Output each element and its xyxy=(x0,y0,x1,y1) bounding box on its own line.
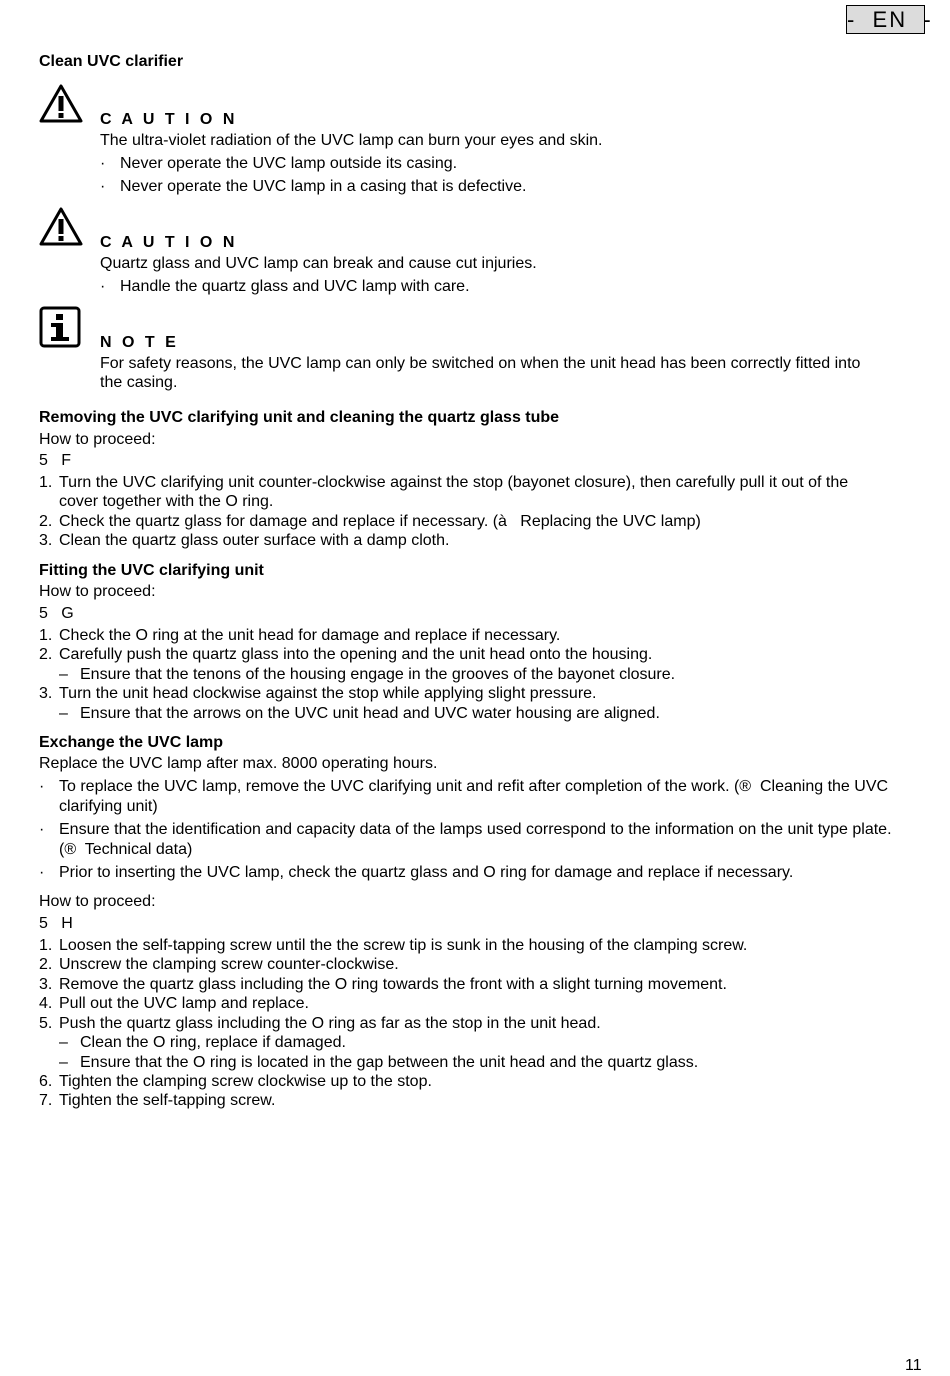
bullet-text: (® Technical data) xyxy=(59,841,193,858)
step-number: 3. xyxy=(39,976,53,993)
sub-step-text: Ensure that the O ring is located in the gap between the unit head and the quartz glass. xyxy=(80,1054,699,1071)
step-text: cover together with the O ring. xyxy=(59,493,274,510)
sub-step-marker: – xyxy=(59,705,68,722)
page-title: Clean UVC clarifier xyxy=(39,53,184,70)
step-number: 1. xyxy=(39,474,53,491)
step-number: 6. xyxy=(39,1073,53,1090)
caution-text: The ultra-violet radiation of the UVC lamp can burn your eyes and skin. xyxy=(100,132,603,149)
how-to-proceed: How to proceed: xyxy=(39,431,156,448)
bullet-marker: · xyxy=(39,778,45,795)
step-text: Carefully push the quartz glass into the opening and the unit head onto the housing. xyxy=(59,646,653,663)
figure-reference: 5 F xyxy=(39,452,72,469)
caution-bullet: Never operate the UVC lamp outside its casing. xyxy=(120,155,458,172)
language-badge: - EN - xyxy=(847,7,933,32)
sub-step-marker: – xyxy=(59,1054,68,1071)
bullet-text: Prior to inserting the UVC lamp, check the quartz glass and O ring for damage and replace if necessary. xyxy=(59,864,794,881)
bullet-marker: · xyxy=(100,278,106,295)
step-text: Clean the quartz glass outer surface with a damp cloth. xyxy=(59,532,450,549)
step-text: Unscrew the clamping screw counter-clockwise. xyxy=(59,956,399,973)
bullet-text: To replace the UVC lamp, remove the UVC clarifying unit and refit after completion of the work. (® Cleaning the UVC xyxy=(59,778,889,795)
section-heading: Exchange the UVC lamp xyxy=(39,734,224,751)
step-number: 2. xyxy=(39,646,53,663)
caution-label: C A U T I O N xyxy=(100,111,238,128)
caution-bullet: Never operate the UVC lamp in a casing that is defective. xyxy=(120,178,527,195)
step-text: Loosen the self-tapping screw until the the screw tip is sunk in the housing of the clamping screw. xyxy=(59,937,748,954)
bullet-marker: · xyxy=(39,821,45,838)
step-text: Check the O ring at the unit head for damage and replace if necessary. xyxy=(59,627,561,644)
step-text: Remove the quartz glass including the O ring towards the front with a slight turning movement. xyxy=(59,976,727,993)
bullet-marker: · xyxy=(39,864,45,881)
step-text: Turn the UVC clarifying unit counter-clockwise against the stop (bayonet closure), then carefully pull it out of the xyxy=(59,474,849,491)
note-label: N O T E xyxy=(100,334,179,351)
how-to-proceed: How to proceed: xyxy=(39,583,156,600)
step-number: 3. xyxy=(39,685,53,702)
sub-step-text: Ensure that the tenons of the housing engage in the grooves of the bayonet closure. xyxy=(80,666,676,683)
bullet-marker: · xyxy=(100,178,106,195)
info-icon xyxy=(39,306,81,348)
section-heading: Removing the UVC clarifying unit and cleaning the quartz glass tube xyxy=(39,409,560,426)
warning-triangle-icon xyxy=(39,207,83,247)
bullet-text: clarifying unit) xyxy=(59,798,158,815)
note-text: the casing. xyxy=(100,374,178,391)
step-text: Check the quartz glass for damage and replace if necessary. (à Replacing the UVC lamp) xyxy=(59,513,701,530)
step-text: Turn the unit head clockwise against the stop while applying slight pressure. xyxy=(59,685,597,702)
section-heading: Fitting the UVC clarifying unit xyxy=(39,562,264,579)
bullet-text: Ensure that the identification and capacity data of the lamps used correspond to the information on the unit type plate. xyxy=(59,821,892,838)
page-number: 11 xyxy=(905,1357,922,1374)
step-number: 1. xyxy=(39,627,53,644)
sub-step-marker: – xyxy=(59,1034,68,1051)
sub-step-text: Ensure that the arrows on the UVC unit head and UVC water housing are aligned. xyxy=(80,705,660,722)
step-number: 3. xyxy=(39,532,53,549)
step-text: Tighten the clamping screw clockwise up to the stop. xyxy=(59,1073,432,1090)
step-number: 1. xyxy=(39,937,53,954)
caution-bullet: Handle the quartz glass and UVC lamp with care. xyxy=(120,278,470,295)
warning-triangle-icon xyxy=(39,84,83,124)
step-text: Push the quartz glass including the O ring as far as the stop in the unit head. xyxy=(59,1015,601,1032)
caution-label: C A U T I O N xyxy=(100,234,238,251)
caution-text: Quartz glass and UVC lamp can break and cause cut injuries. xyxy=(100,255,537,272)
bullet-marker: · xyxy=(100,155,106,172)
step-number: 7. xyxy=(39,1092,53,1109)
note-text: For safety reasons, the UVC lamp can only be switched on when the unit head has been correctly fitted into xyxy=(100,355,861,372)
step-text: Tighten the self-tapping screw. xyxy=(59,1092,276,1109)
step-text: Pull out the UVC lamp and replace. xyxy=(59,995,309,1012)
step-number: 5. xyxy=(39,1015,53,1032)
step-number: 4. xyxy=(39,995,53,1012)
step-number: 2. xyxy=(39,513,53,530)
sub-step-marker: – xyxy=(59,666,68,683)
how-to-proceed: How to proceed: xyxy=(39,893,156,910)
figure-reference: 5 G xyxy=(39,605,74,622)
section-intro: Replace the UVC lamp after max. 8000 operating hours. xyxy=(39,755,438,772)
figure-reference: 5 H xyxy=(39,915,73,932)
sub-step-text: Clean the O ring, replace if damaged. xyxy=(80,1034,346,1051)
step-number: 2. xyxy=(39,956,53,973)
